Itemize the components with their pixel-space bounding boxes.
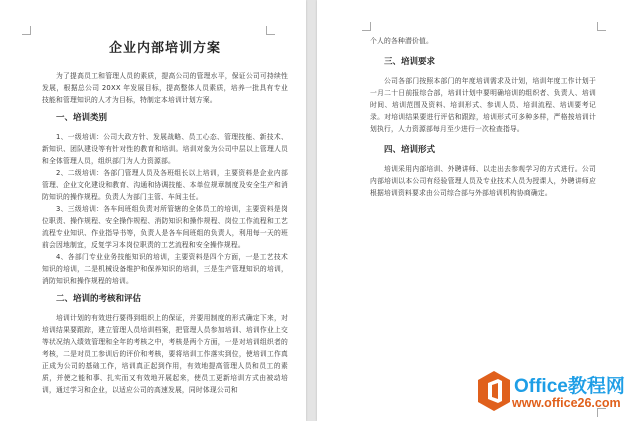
section-4-paragraph: 培训采用内部培训、外聘讲师、以走出去参观学习的方式进行。公司内部培训以本公司有经验管理人员及专业技术人员为授课人，外聘讲师应根据培训资料要求由公司综合部与外部培训机构协商确定。 xyxy=(370,165,596,197)
intro-paragraph: 为了提高员工和管理人员的素质，提高公司的管理水平，保证公司可持续性发展，根据总公司 20XX 年发展目标，提高整体人员素质，培养一批具有专业技能和管理知识的人才为目标，特制定本培训计划方案。 xyxy=(42,72,288,104)
section-heading-4: 四、培训形式 xyxy=(384,145,436,155)
office26-watermark-logo xyxy=(476,370,636,415)
section-heading-3: 三、培训要求 xyxy=(384,57,436,67)
section-3-paragraph: 公司各部门按照本部门的年度培训需求及计划，培训年度工作计划于一月二十日前报综合部，培训计划中要明确培训的组织者、负责人、培训时间、培训范围及资料、培训形式、参训人员、培训流程、培训要考记录。对培训结果要进行评估和跟踪，培训形式可多种多样，严格按培训计划执行，人力资源部每月至少进行一次检查指导。 xyxy=(370,77,596,133)
continued-text: 个人的各种潜价值。 xyxy=(370,37,433,45)
section-2-paragraph: 培训计划的有效进行要得到组织上的保证，并要用制度的形式确定下来，对培训结果要跟踪，建立管理人员培训档案，把管理人员参加培训、培训作业上交等状况纳入绩效管理和全年的考核之中，考核是两个方面，一是对培训组织者的考核，二是对员工参训后的评价和考核，要将培训工作落实到位，使培训工作真正成为公司的基础工作，培训真正起到作用，有效地提高管理人员和员工的素质，并使之能和事、扎实而又有效地开展起来，使员工更新培训方式由被动培训，通过学习和企业，以适应公司的高速发展，同时体现公司和 xyxy=(42,314,288,394)
training-item-1: 1、一级培训：公司大政方针、发展战略、员工心态、管理技能、新技术、新知识、团队建设等有针对性的教育和培训。培训对象为公司中层以上管理人员和全体管理人员，组织部门为人力资源部。 xyxy=(42,133,288,165)
margin-corner-mark xyxy=(22,26,31,35)
document-title: 企业内部培训方案 xyxy=(108,41,221,56)
watermark-url: www.office26.com xyxy=(512,396,621,410)
document-page-2 xyxy=(317,0,640,421)
page-1-body xyxy=(42,40,288,396)
margin-corner-mark xyxy=(362,22,371,31)
section-heading-2: 二、培训的考核和评估 xyxy=(56,294,142,304)
training-item-2: 2、二级培训：各部门管理人员及各班组长以上培训，主要资料是企业内部管理、企业文化建设和教育、沟通和协调技能、本单位规章制度及安全生产和消防知识的操作规程。负责人为部门主管、车间主任。 xyxy=(42,169,288,201)
page-2-body xyxy=(370,35,596,199)
watermark-brand: Office教程网 xyxy=(514,376,625,397)
training-item-4: 4、各部门专业业务技能知识的培训，主要资料是四个方面，一是工艺技术知识的培训，二是机械设备维护和保养知识的培训，三是生产管理知识的培训，消防知识和操作规程的培训。 xyxy=(42,253,288,285)
section-heading-1: 一、培训类别 xyxy=(56,113,108,123)
document-page-1 xyxy=(0,0,306,421)
training-item-3: 3、三级培训：各车间班组负责对所管辖的全体员工的培训，主要资料是岗位职责、操作规程、安全操作规程、消防知识和操作规程、岗位工作流程和工艺流程专业知识、作业指导书等，负责人是各车间班组的负责人，利用每一天的班前会因地制宜，反复学习本岗位职责的工艺流程和安全操作规程。 xyxy=(42,205,288,249)
office-logo-icon xyxy=(476,370,512,412)
margin-corner-mark xyxy=(266,26,275,35)
margin-corner-mark xyxy=(597,22,606,31)
